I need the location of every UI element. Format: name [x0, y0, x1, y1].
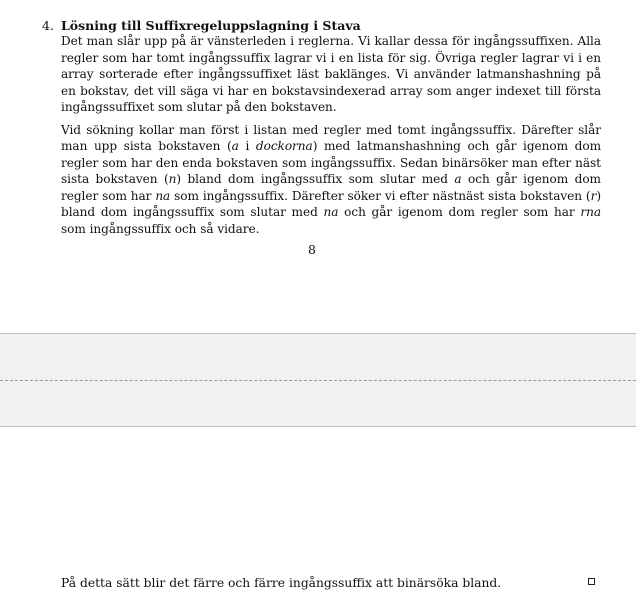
item-body	[61, 18, 601, 237]
item-number: 4.	[42, 18, 54, 33]
item-title: Lösning till Suffixregeluppslagning i Stava	[61, 18, 361, 33]
italic-term: na	[323, 205, 339, 219]
italic-term: na	[155, 188, 171, 203]
text-run: i	[238, 139, 256, 153]
text-run: och går igenom dom regler som har	[61, 172, 601, 203]
paragraph	[61, 122, 601, 238]
text-run: och går igenom dom regler som har	[338, 205, 581, 219]
text-run: ) med latmanshashning och går igenom dom regler som har den enda bokstaven som ingångssuffix. Sedan binärsöker man efter näst sista bokstaven (	[61, 139, 601, 186]
end-of-proof-icon	[588, 578, 595, 585]
page-gap	[0, 333, 636, 427]
page-break-line	[0, 380, 636, 381]
text-run: ) bland dom ingångssuffix som slutar med	[176, 172, 455, 186]
closing-sentence: På detta sätt blir det färre och färre ingångssuffix att binärsöka bland.	[61, 576, 502, 590]
italic-term: rna	[580, 205, 601, 219]
italic-term: a	[231, 139, 239, 153]
text-run: som ingångssuffix. Därefter söker vi efter nästnäst sista bokstaven (	[170, 188, 591, 203]
italic-term: n	[168, 172, 177, 186]
text-run: ) bland dom ingångssuffix som slutar med	[61, 188, 601, 219]
italic-term: r	[590, 188, 597, 203]
italic-term: a	[454, 172, 462, 186]
text-run: Det man slår upp på är vänsterleden i reglerna. Vi kallar dessa för ingångssuffixen. Alla regler som har tomt ingångssuffix lagrar vi i en lista för sig. Övriga regler lagrar vi i en array sorterade efter ingångssuffixet läst baklänges. Vi använder latmanshashning på en bokstav, det vill säga vi har en bokstavsindexerad array som anger indexet till första ingångssuffixet som slutar på den bokstaven.	[61, 34, 601, 114]
paragraph	[61, 33, 601, 116]
italic-term: dockorna	[255, 139, 313, 153]
text-run: Vid sökning kollar man först i listan med regler med tomt ingångssuffix. Därefter slår man upp sista bokstaven (	[61, 122, 601, 153]
page-number: 8	[308, 242, 316, 257]
text-run: som ingångssuffix och så vidare.	[61, 221, 260, 236]
